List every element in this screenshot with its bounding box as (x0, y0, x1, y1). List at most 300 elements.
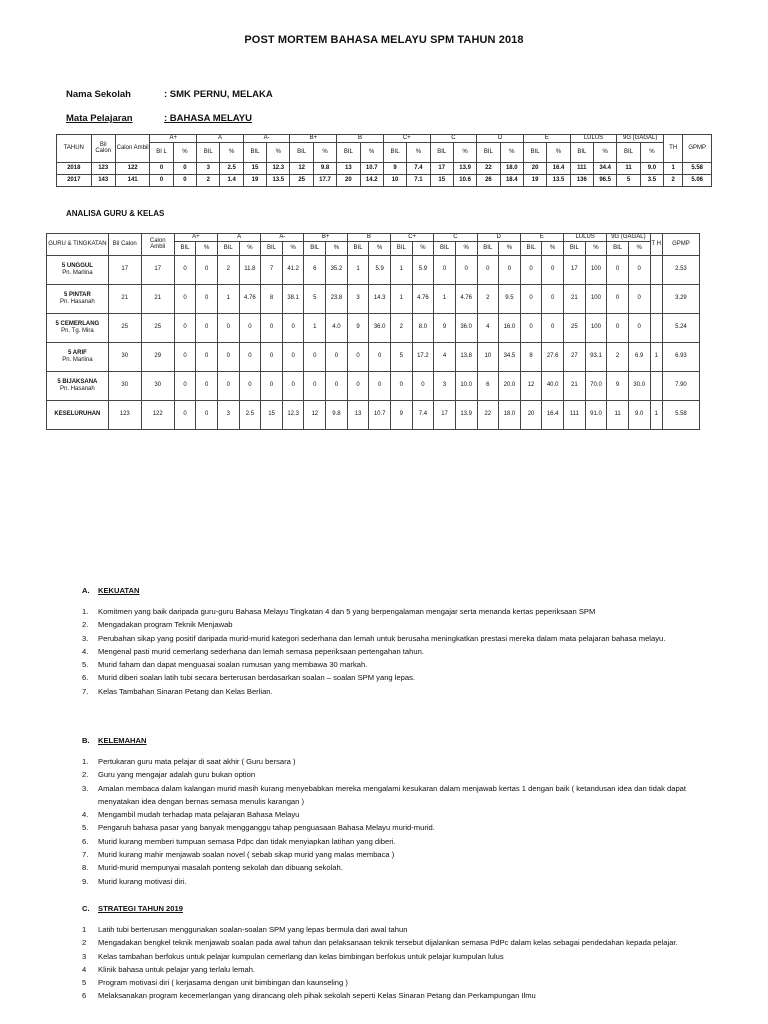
data-cell: 0 (347, 342, 369, 371)
list-item-text: Mengadakan bengkel teknik menjawab soalan pada awal tahun dan pelaksanaan teknik tersebut dijalankan semasa PdPc dalam kelas sebagai pendedahan kepada pelajar. (98, 938, 678, 948)
total-cell: 16.4 (542, 400, 564, 429)
list-item-text: Pertukaran guru mata pelajar di saat akhir ( Guru bersara ) (98, 757, 296, 766)
data-cell: 0 (261, 342, 283, 371)
list-item (82, 936, 722, 949)
table-row (47, 371, 700, 400)
data-cell: 0 (174, 284, 196, 313)
header-bil: BIL (520, 241, 542, 255)
header-grade: LULUS (564, 234, 607, 242)
header-bil: BIL (337, 142, 360, 162)
header-grade: A (197, 135, 244, 143)
list-item-number: 7. (82, 850, 89, 860)
data-cell: 0 (239, 371, 261, 400)
header-percent: % (455, 241, 477, 255)
list-item-text: Amalan membaca dalam kalangan murid masih kurang menyebabkan mereka mengalami kesukaran dalam menjawab kertas 1 dengan baik ( ketandusan idea dan tidak dapat menyatakan idea dengan bernas semasa menulis karangan ) (98, 783, 687, 806)
list-item (82, 875, 722, 888)
data-cell: 11 (617, 162, 640, 174)
list-item-number: 3. (82, 633, 89, 643)
list-item-number: 3. (82, 783, 89, 793)
data-cell: 100 (585, 284, 607, 313)
list-item-number: 1 (82, 925, 87, 934)
data-cell (650, 255, 662, 284)
data-cell: 0 (261, 313, 283, 342)
data-cell: 1 (304, 313, 326, 342)
total-label: KESELURUHAN (47, 400, 109, 429)
list-item-number: 6 (82, 991, 87, 1001)
section-title: KELEMAHAN (98, 736, 147, 745)
header-gpmp: GPMP (683, 135, 712, 163)
list-item-number: 4. (82, 810, 89, 820)
list-item-number: 2 (82, 938, 87, 948)
header-percent: % (407, 142, 430, 162)
table-row (47, 255, 700, 284)
data-cell: 7.4 (407, 162, 430, 174)
data-cell: 15 (430, 174, 453, 186)
list-item-number: 5. (82, 823, 89, 833)
header-th: T H (650, 234, 662, 256)
data-cell: 3.29 (662, 284, 699, 313)
data-cell: 18.4 (500, 174, 523, 186)
data-cell: 25 (108, 313, 141, 342)
data-cell: 100 (585, 255, 607, 284)
list-item-text: Murid kurang mahir menjawab soalan novel ( sebab sikap murid yang malas membaca ) (98, 850, 395, 860)
data-cell: 143 (91, 174, 115, 186)
list-item (82, 821, 722, 834)
teacher-name: Pn. Marlina (62, 269, 93, 276)
total-cell: 17 (434, 400, 456, 429)
header-percent: % (360, 142, 383, 162)
header-percent: % (313, 142, 336, 162)
header-bil: BIL (197, 142, 220, 162)
data-cell: 7.90 (662, 371, 699, 400)
list-item-number: 5. (82, 660, 89, 670)
list-item-number: 1. (82, 757, 89, 766)
data-cell: 0 (217, 371, 239, 400)
data-cell: 30.0 (628, 371, 650, 400)
list-item-text: Melaksanakan program kecemerlangan yang dirancang oleh pihak sekolah seperti Kelas Sinaran Petang dan Perkampungan Ilmu (98, 991, 536, 1001)
table-header-row (57, 135, 712, 143)
class-teacher-cell (47, 255, 109, 284)
header-grade: C (434, 234, 477, 242)
data-cell: 4.0 (326, 313, 348, 342)
header-bil: BIL (243, 142, 266, 162)
header-percent: % (499, 241, 521, 255)
data-cell: 2018 (57, 162, 92, 174)
data-cell: 35.2 (326, 255, 348, 284)
data-cell: 40.0 (542, 371, 564, 400)
data-cell: 14.2 (360, 174, 383, 186)
header-bil-calon: Bil Calon (108, 234, 141, 256)
data-cell: 8 (261, 284, 283, 313)
data-cell: 9 (607, 371, 629, 400)
teacher-name: Pn. Hasanah (60, 298, 95, 305)
data-cell: 23.8 (326, 284, 348, 313)
data-cell: 0 (369, 371, 391, 400)
data-cell: 19 (523, 174, 546, 186)
header-guru-tingkatan: GURU & TINGKATAN (47, 234, 109, 256)
total-cell: 1 (650, 400, 662, 429)
data-cell: 10 (477, 342, 499, 371)
header-bil: BIL (217, 241, 239, 255)
data-cell: 14.3 (369, 284, 391, 313)
data-cell: 0 (150, 174, 173, 186)
section-letter: B. (82, 736, 90, 745)
data-cell: 17.7 (313, 174, 336, 186)
data-cell: 15 (243, 162, 266, 174)
table-header-row (47, 234, 700, 242)
data-cell (650, 284, 662, 313)
total-cell: 18.0 (499, 400, 521, 429)
data-cell: 0 (282, 371, 304, 400)
data-cell: 7 (261, 255, 283, 284)
total-cell: 20 (520, 400, 542, 429)
data-cell: 4.76 (455, 284, 477, 313)
data-cell: 2.5 (220, 162, 243, 174)
data-cell: 3 (347, 284, 369, 313)
data-cell: 0 (347, 371, 369, 400)
data-cell: 0 (628, 313, 650, 342)
data-cell: 30 (141, 371, 174, 400)
data-cell: 0 (499, 255, 521, 284)
list-item-number: 2. (82, 770, 89, 780)
total-cell: 123 (108, 400, 141, 429)
header-bil-calon: Bil Calon (91, 135, 115, 163)
class-teacher-cell (47, 284, 109, 313)
data-cell: 70.0 (585, 371, 607, 400)
header-bil: BIL (477, 142, 500, 162)
data-cell: 5 (391, 342, 413, 371)
data-cell: 2 (197, 174, 220, 186)
header-percent: % (267, 142, 290, 162)
list-item (82, 989, 722, 1002)
data-cell: 19 (243, 174, 266, 186)
header-grade: E (520, 234, 563, 242)
data-cell: 0 (174, 255, 196, 284)
list-item (82, 923, 722, 936)
header-percent: % (282, 241, 304, 255)
list-item (82, 835, 722, 848)
subject-value: : BAHASA MELAYU (164, 113, 252, 124)
class-teacher-cell (47, 342, 109, 371)
data-cell: 25 (141, 313, 174, 342)
total-cell: 12.3 (282, 400, 304, 429)
data-cell: 0 (455, 255, 477, 284)
header-percent: % (220, 142, 243, 162)
header-bil: BIL (523, 142, 546, 162)
data-cell: 4 (477, 313, 499, 342)
data-cell: 0 (196, 371, 218, 400)
data-cell: 0 (607, 313, 629, 342)
data-cell: 0 (326, 371, 348, 400)
data-cell: 0 (542, 313, 564, 342)
list-item (82, 848, 722, 861)
list-item-number: 9. (82, 876, 89, 886)
header-grade: 9G (GAGAL) (607, 234, 650, 242)
header-bil: BIL (564, 241, 586, 255)
data-cell: 0 (628, 255, 650, 284)
data-cell: 21 (141, 284, 174, 313)
school-info (66, 89, 273, 100)
data-cell: 20 (337, 174, 360, 186)
data-cell: 22 (477, 162, 500, 174)
data-cell: 25 (564, 313, 586, 342)
list-item (82, 632, 722, 645)
list-item-text: Pengaruh bahasa pasar yang banyak mengganggu tahap penguasaan Bahasa Melayu murid-murid. (98, 823, 435, 833)
data-cell: 0 (239, 313, 261, 342)
data-cell: 123 (91, 162, 115, 174)
header-bil: BIL (261, 241, 283, 255)
total-cell: 9.8 (326, 400, 348, 429)
header-bil: BIL (434, 241, 456, 255)
header-calon-ambil: Calon Ambil (115, 135, 150, 163)
header-percent: % (239, 241, 261, 255)
header-bil: BIL (290, 142, 313, 162)
data-cell: 136 (570, 174, 593, 186)
subject-label: Mata Pelajaran (66, 113, 133, 124)
total-cell: 91.0 (585, 400, 607, 429)
data-cell: 10.7 (360, 162, 383, 174)
data-cell: 8.0 (412, 313, 434, 342)
table-row (47, 284, 700, 313)
list-item-text: Mengadakan program Teknik Menjawab (98, 620, 233, 630)
header-calon-ambil: Calon Ambil (141, 234, 174, 256)
data-cell: 122 (115, 162, 150, 174)
class-name: 5 UNGGUL (61, 263, 93, 269)
data-cell: 3 (434, 371, 456, 400)
total-cell: 12 (304, 400, 326, 429)
data-cell: 16.4 (547, 162, 570, 174)
header-percent: % (547, 142, 570, 162)
data-cell: 96.5 (594, 174, 617, 186)
data-cell: 141 (115, 174, 150, 186)
list-item-text: Komitmen yang baik daripada guru-guru Bahasa Melayu Tingkatan 4 dan 5 yang berpengalaman mengajar serta menanda kertas peperiksaan SPM (98, 607, 596, 616)
data-cell: 0 (196, 255, 218, 284)
analisa-heading: ANALISA GURU & KELAS (66, 209, 165, 218)
teacher-name: Pn. Tg. Mira (61, 327, 94, 334)
header-grade: A- (261, 234, 304, 242)
data-cell: 3 (197, 162, 220, 174)
data-cell: 0 (607, 284, 629, 313)
data-cell: 17 (141, 255, 174, 284)
header-percent: % (640, 142, 663, 162)
data-cell: 29 (141, 342, 174, 371)
school-label: Nama Sekolah (66, 89, 131, 100)
data-cell: 111 (570, 162, 593, 174)
header-percent: % (412, 241, 434, 255)
data-cell: 16.0 (499, 313, 521, 342)
list-item (82, 808, 722, 821)
data-cell: 5.9 (369, 255, 391, 284)
data-cell: 30 (108, 342, 141, 371)
table-row (47, 342, 700, 371)
data-cell: 0 (239, 342, 261, 371)
class-teacher-cell (47, 313, 109, 342)
section-strategi (82, 904, 722, 1003)
data-cell: 10.6 (453, 174, 476, 186)
list-item-number: 5 (82, 978, 87, 988)
data-cell: 1 (391, 255, 413, 284)
list-item-number: 7. (82, 686, 89, 696)
list-item-number: 4 (82, 964, 87, 974)
header-grade: B+ (290, 135, 337, 143)
data-cell: 27.6 (542, 342, 564, 371)
data-cell: 8 (520, 342, 542, 371)
data-cell: 0 (477, 255, 499, 284)
list-item (82, 768, 722, 781)
data-cell: 9.0 (640, 162, 663, 174)
section-heading (82, 736, 722, 745)
table-total-row (47, 400, 700, 429)
table-row (57, 162, 712, 174)
header-bil: BIL (617, 142, 640, 162)
list-item (82, 950, 722, 963)
data-cell: 6.9 (628, 342, 650, 371)
class-name: 5 CEMERLANG (55, 321, 100, 327)
teacher-name: Pn. Hasanah (60, 385, 95, 392)
table-row (47, 313, 700, 342)
list-item-text: Murid diberi soalan latih tubi secara berterusan berdasarkan soalan – soalan SPM yang lepas. (98, 673, 416, 683)
teacher-name: Pn. Marlina (62, 356, 93, 363)
data-cell: 5 (617, 174, 640, 186)
header-percent: % (196, 241, 218, 255)
list-item (82, 658, 722, 671)
data-cell: 0 (326, 342, 348, 371)
list-item (82, 605, 722, 618)
list-item-text: Guru yang mengajar adalah guru bukan option (98, 770, 256, 780)
header-bil: BIL (383, 142, 406, 162)
total-cell: 111 (564, 400, 586, 429)
data-cell: 12.3 (267, 162, 290, 174)
section-letter: C. (82, 904, 90, 913)
data-cell: 0 (412, 371, 434, 400)
total-cell: 10.7 (369, 400, 391, 429)
data-cell: 5.24 (662, 313, 699, 342)
data-cell: 13.9 (453, 162, 476, 174)
data-cell: 10 (383, 174, 406, 186)
list-item-text: Program motivasi diri ( kerjasama dengan unit bimbingan dan kaunseling ) (98, 978, 348, 988)
header-percent: % (500, 142, 523, 162)
data-cell: 12 (520, 371, 542, 400)
data-cell: 13 (337, 162, 360, 174)
data-cell: 26 (477, 174, 500, 186)
data-cell: 9 (383, 162, 406, 174)
total-cell: 5.58 (662, 400, 699, 429)
data-cell: 17.2 (412, 342, 434, 371)
data-cell: 13.8 (455, 342, 477, 371)
results-by-year-table (56, 134, 712, 187)
data-cell: 0 (391, 371, 413, 400)
header-grade: B (347, 234, 390, 242)
header-grade: LULUS (570, 135, 617, 143)
list-item-text: Kelas Tambahan Sinaran Petang dan Kelas Berlian. (98, 686, 273, 696)
class-name: 5 BIJAKSANA (57, 379, 98, 385)
data-cell: 0 (174, 313, 196, 342)
list-item (82, 645, 722, 658)
header-tahun: TAHUN (57, 135, 92, 163)
data-cell: 4 (434, 342, 456, 371)
data-cell: 0 (174, 371, 196, 400)
data-cell: 5.58 (683, 162, 712, 174)
list-item-text: Murid faham dan dapat menguasai soalan rumusan yang membawa 30 markah. (98, 660, 368, 670)
list-item (82, 618, 722, 631)
data-cell: 27 (564, 342, 586, 371)
list-item (82, 861, 722, 874)
data-cell: 20 (523, 162, 546, 174)
data-cell: 25 (290, 174, 313, 186)
data-cell: 0 (173, 174, 196, 186)
data-cell: 2017 (57, 174, 92, 186)
data-cell: 0 (217, 342, 239, 371)
list-item-number: 8. (82, 863, 89, 873)
data-cell: 0 (282, 313, 304, 342)
header-bil: BIL (391, 241, 413, 255)
total-cell: 7.4 (412, 400, 434, 429)
data-cell: 1 (217, 284, 239, 313)
data-cell: 0 (174, 342, 196, 371)
data-cell: 4.76 (412, 284, 434, 313)
list-item-number: 1. (82, 607, 89, 616)
data-cell: 5.9 (412, 255, 434, 284)
header-grade: D (477, 135, 524, 143)
header-grade: A- (243, 135, 290, 143)
total-cell: 9.0 (628, 400, 650, 429)
data-cell: 1 (664, 162, 683, 174)
data-cell: 9.5 (499, 284, 521, 313)
list-item-text: Murid kurang memberi tumpuan semasa Pdpc dan tidak menyiapkan latihan yang diberi. (98, 836, 396, 846)
data-cell: 1 (434, 284, 456, 313)
data-cell: 1 (391, 284, 413, 313)
header-bil: BIL (477, 241, 499, 255)
list-item (82, 755, 722, 768)
data-cell: 11.8 (239, 255, 261, 284)
section-heading (82, 586, 722, 595)
list-item-number: 6. (82, 836, 89, 846)
data-cell: 0 (196, 284, 218, 313)
list-item-text: Murid kurang motivasi diri. (98, 876, 187, 886)
list-item-text: Latih tubi berterusan menggunakan soalan-soalan SPM yang lepas bermula dari awal tahun (98, 925, 408, 934)
data-cell: 0 (304, 342, 326, 371)
data-cell: 2 (664, 174, 683, 186)
header-bil: BIL (607, 241, 629, 255)
header-bil: BIL (174, 241, 196, 255)
data-cell: 2 (391, 313, 413, 342)
teacher-class-analysis-table (46, 233, 700, 430)
data-cell: 0 (173, 162, 196, 174)
data-cell: 0 (369, 342, 391, 371)
data-cell: 100 (585, 313, 607, 342)
header-percent: % (594, 142, 617, 162)
list-item-text: Mengambil mudah terhadap mata pelajaran Bahasa Melayu (98, 810, 300, 820)
data-cell: 2 (477, 284, 499, 313)
header-grade: A+ (174, 234, 217, 242)
data-cell: 9 (347, 313, 369, 342)
header-grade: A+ (150, 135, 197, 143)
data-cell: 0 (542, 255, 564, 284)
data-cell: 0 (607, 255, 629, 284)
data-cell: 38.1 (282, 284, 304, 313)
total-cell: 2.5 (239, 400, 261, 429)
data-cell: 4.76 (239, 284, 261, 313)
total-cell: 22 (477, 400, 499, 429)
data-cell: 5.06 (683, 174, 712, 186)
data-cell: 0 (196, 313, 218, 342)
total-cell: 3 (217, 400, 239, 429)
data-cell: 0 (282, 342, 304, 371)
data-cell: 36.0 (455, 313, 477, 342)
data-cell: 0 (196, 342, 218, 371)
table-row (57, 174, 712, 186)
list-item (82, 685, 722, 698)
